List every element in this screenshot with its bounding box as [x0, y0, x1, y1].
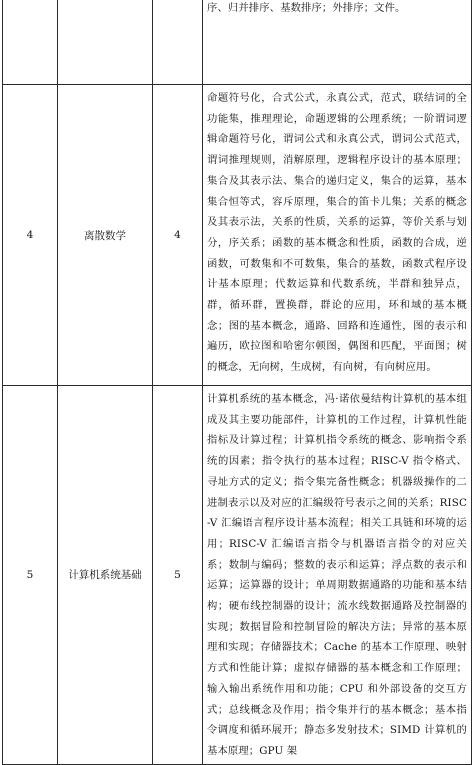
- course-name-cell: 离散数学: [58, 85, 153, 386]
- course-content-cell: 计算机系统的基本概念，冯·诺依曼结构计算机的基本组成及其主要功能部件，计算机的工作过程，计算机性能指标及计算过程；计算机指令系统的概念、影响指令系统的因素；指令执行的基本过程；RISC-V 指令格式、寻址方式的定义；指令集完备性概念；机器级操作的二进制表示以及对应的汇编级符号表示之间的关系；RISC-V 汇编语言程序设计基本流程；相关工具链和环境的运用；RISC-V 汇编语言指令与机器语言指令的对应关系；数制与编码；整数的表示和运算；浮点数的表示和运算；运算器的设计；单周期数据通路的功能和基本结构；硬布线控制器的设计；流水线数据通路及控制器的实现；数据冒险和控制冒险的解决方法；异常的基本原理和实现；存储器技术；Cache 的基本工作原理、映射方式和性能计算；虚拟存储器的基本概念和工作原理；输入输出系统作用和功能；CPU 和外部设备的交互方式；总线概念及作用；指令集并行的基本概念；基本指令调度和循环展开；静态多发射技术；SIMD 计算机的基本原理；GPU 架: [203, 386, 472, 765]
- course-content-cell: 序、归并排序、基数排序；外排序；文件。: [203, 0, 472, 85]
- course-number-cell: 5: [3, 386, 58, 765]
- table-row: [3, 386, 472, 765]
- course-name-cell: 计算机系统基础: [58, 386, 153, 765]
- credits-cell: 4: [153, 85, 203, 386]
- table-row: [3, 85, 472, 386]
- table-row: [3, 0, 472, 85]
- course-content-cell: 命题符号化，合式公式，永真公式，范式，联结词的全功能集，推理理论，命题逻辑的公理系统；一阶谓词逻辑命题符号化，谓词公式和永真公式，谓词公式范式，谓词推理规则，消解原理，逻辑程序设计的基本原理；集合及其表示法、集合的递归定义，集合的运算，基本集合恒等式，容斥原理，集合的笛卡儿集；关系的概念及其表示法，关系的性质，关系的运算，等价关系与划分，序关系；函数的基本概念和性质，函数的合成，逆函数，可数集和不可数集，集合的基数，函数式程序设计基本原理；代数运算和代数系统，半群和独异点，群，循环群，置换群，群论的应用，环和域的基本概念；图的基本概念，通路、回路和连通性，图的表示和遍历，欧拉图和哈密尔顿图，偶图和匹配，平面图；树的概念，无向树，生成树，有向树，有向树应用。: [203, 85, 472, 386]
- credits-cell: [153, 0, 203, 85]
- course-name-cell: [58, 0, 153, 85]
- credits-cell: 5: [153, 386, 203, 765]
- course-number-cell: 4: [3, 85, 58, 386]
- course-table: [2, 0, 472, 765]
- course-number-cell: [3, 0, 58, 85]
